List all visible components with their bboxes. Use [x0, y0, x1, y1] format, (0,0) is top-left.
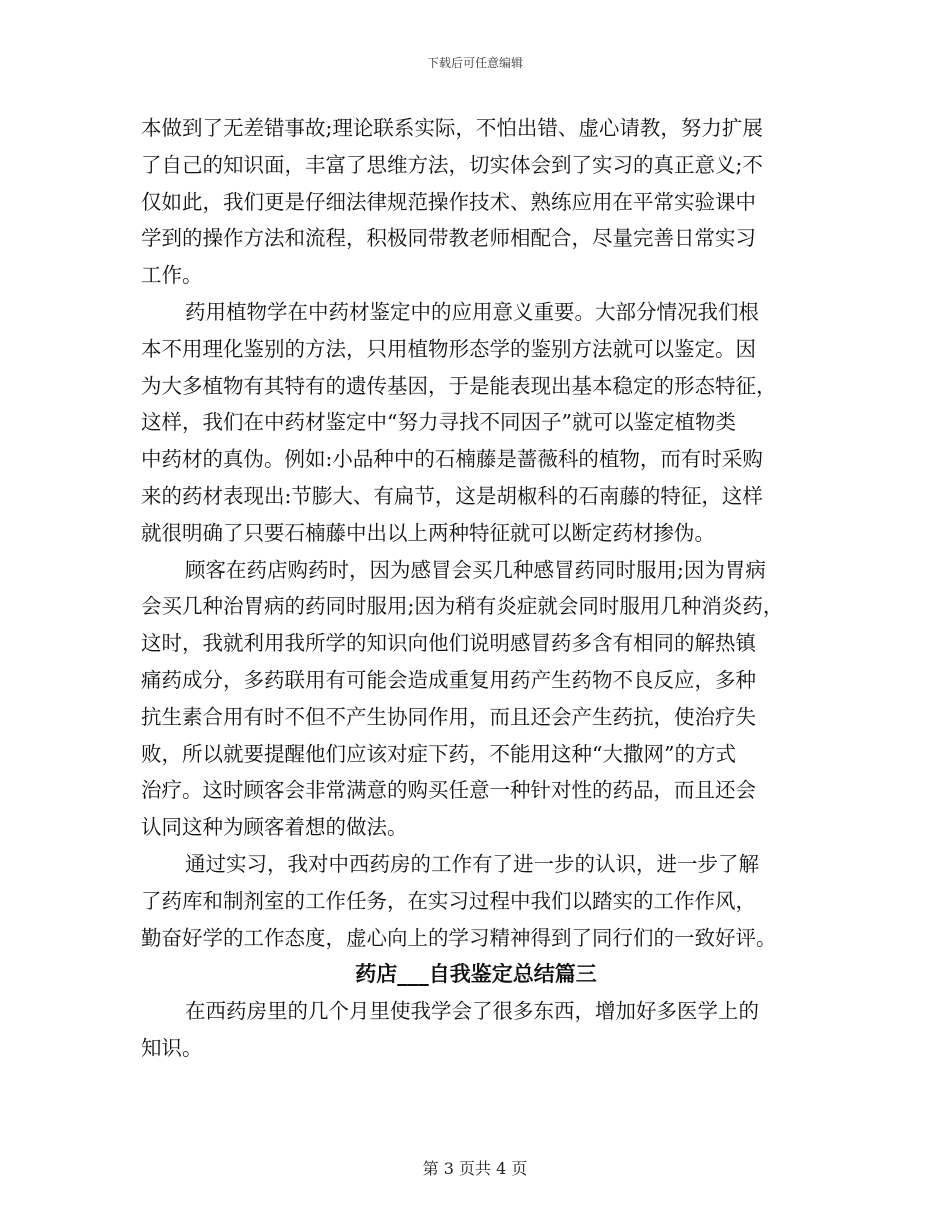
text-line: 本不用理化鉴别的方法，只用植物形态学的鉴别方法就可以鉴定。因	[141, 336, 756, 361]
section-title: 药店___自我鉴定总结篇三	[355, 961, 597, 987]
paragraph-first-line: 在西药房里的几个月里使我学会了很多东西，增加好多医学上的	[185, 999, 759, 1024]
text-line: 了药库和制剂室的工作任务，在实习过程中我们以踏实的工作作风，	[141, 888, 756, 913]
text-line: 就很明确了只要石楠藤中出以上两种特征就可以断定药材掺伪。	[141, 520, 715, 545]
text-line: 工作。	[141, 263, 203, 288]
text-line: 勤奋好学的工作态度，虚心向上的学习精神得到了同行们的一致好评。	[141, 925, 777, 950]
text-line: 为大多植物有其特有的遗传基因，于是能表现出基本稳定的形态特征，	[141, 373, 777, 398]
text-line: 学到的操作方法和流程，积极同带教老师相配合，尽量完善日常实习	[141, 226, 756, 251]
text-line: 会买几种治胃病的药同时服用;因为稍有炎症就会同时服用几种消炎药，	[141, 594, 784, 619]
paragraph-first-line: 顾客在药店购药时，因为感冒会买几种感冒药同时服用;因为胃病	[185, 557, 766, 582]
text-line: 中药材的真伪。例如:小品种中的石楠藤是蔷薇科的植物，而有时采购	[141, 447, 763, 472]
page-header: 下载后可任意编辑	[426, 56, 523, 70]
text-line: 痛药成分，多药联用有可能会造成重复用药产生药物不良反应，多种	[141, 667, 756, 692]
document-body	[141, 110, 811, 1067]
text-line: 仅如此，我们更是仔细法律规范操作技术、熟练应用在平常实验课中	[141, 189, 756, 214]
text-line: 了自己的知识面，丰富了思维方法，切实体会到了实习的真正意义;不	[141, 152, 763, 177]
paragraph-first-line: 药用植物学在中药材鉴定中的应用意义重要。大部分情况我们根	[185, 299, 759, 324]
text-line: 这时，我就利用我所学的知识向他们说明感冒药多含有相同的解热镇	[141, 631, 756, 656]
text-line: 知识。	[141, 1035, 203, 1060]
text-line: 治疗。这时顾客会非常满意的购买任意一种针对性的药品，而且还会	[141, 778, 756, 803]
text-line: 本做到了无差错事故;理论联系实际，不怕出错、虚心请教，努力扩展	[141, 116, 763, 140]
text-line: 败，所以就要提醒他们应该对症下药，不能用这种“大撒网”的方式	[141, 741, 736, 766]
text-line: 来的药材表现出:节膨大、有扁节，这是胡椒科的石南藤的特征，这样	[141, 483, 763, 508]
page-footer: 第 3 页共 4 页	[422, 1159, 528, 1178]
text-line: 抗生素合用有时不但不产生协同作用，而且还会产生药抗，使治疗失	[141, 704, 756, 729]
text-line: 认同这种为顾客着想的做法。	[141, 815, 408, 840]
paragraph-first-line: 通过实习，我对中西药房的工作有了进一步的认识，进一步了解	[185, 851, 759, 876]
text-line: 这样，我们在中药材鉴定中“努力寻找不同因子”就可以鉴定植物类	[141, 410, 736, 435]
